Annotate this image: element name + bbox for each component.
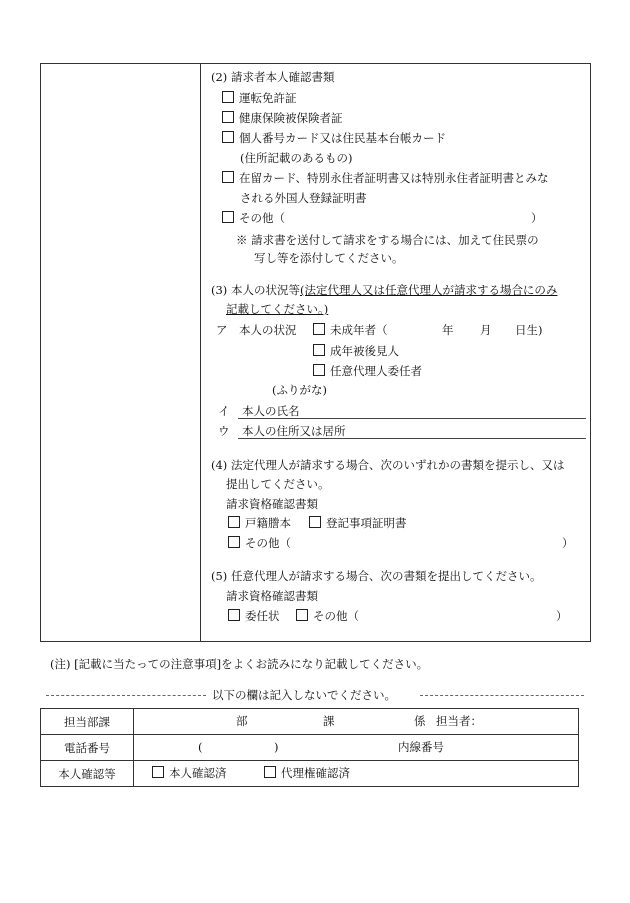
checkbox-icon[interactable] [228,536,240,548]
checkbox-icon[interactable] [152,766,164,778]
dept-tanto: 担当者： [436,714,482,728]
sec2-opt3-note: (住所記載のあるもの) [240,151,353,165]
table-row [41,709,579,735]
sec4-opt3-close: ） [562,536,574,550]
label: 在留カード、特別永住者証明書又は特別永住者証明書とみな [239,171,549,185]
checkbox-icon[interactable] [313,364,325,376]
sec3-year: 年 [442,323,454,337]
sec2-note-line2: 写し等を添付してください。 [254,251,404,265]
verify-opt1[interactable] [152,766,227,780]
phone-close: ) [274,740,279,754]
label: 個人番号カード又は住民基本台帳カード [239,131,446,145]
separator-dash-right [420,695,584,696]
separator-dash-left [46,695,206,696]
dept-cell[interactable] [134,709,579,735]
label: 登記事項証明書 [326,516,407,530]
sec3-status-label: ア 本人の状況 [216,323,297,337]
checkbox-icon[interactable] [222,211,234,223]
sec3-month: 月 [480,323,492,337]
sec2-opt2[interactable] [222,111,343,125]
table-row [41,735,579,761]
sec3-addr-prefix: ウ [218,424,230,438]
dept-bu: 部 [236,714,248,728]
sec3-name-prefix: イ [218,404,230,418]
label: 運転免許証 [239,91,297,105]
address-underline[interactable] [238,438,586,439]
sec3-principal[interactable] [313,364,422,378]
sec3-minor[interactable] [313,323,388,337]
dept-kakari: 係 [414,714,426,728]
sec4-opt1[interactable] [228,516,291,530]
checkbox-icon[interactable] [264,766,276,778]
office-use-table [40,708,579,787]
sec5-opt2-close: ） [556,609,568,623]
sec5-opt2[interactable] [296,609,359,623]
label: 任意代理人委任者 [330,364,422,378]
sec5-opt1[interactable] [228,609,280,623]
sec4-opt2[interactable] [309,516,407,530]
sec3-title [211,283,557,297]
checkbox-icon[interactable] [222,171,234,183]
sec2-opt4[interactable] [222,171,548,185]
sec3-furigana: (ふりがな) [272,383,327,397]
footer-note: (注) [記載に当たっての注意事項]をよくお読みになり記載してください。 [50,657,429,671]
label: 健康保険被保険者証 [239,111,343,125]
sec3-title-cont: 記載してください。) [226,302,329,316]
sec3-title-prefix: (3) 本人の状況等 [211,283,300,297]
checkbox-icon[interactable] [313,323,325,335]
row-label: 電話番号 [41,735,134,761]
sec5-line1: (5) 任意代理人が請求する場合、次の書類を提出してください。 [211,569,542,583]
checkbox-icon[interactable] [222,91,234,103]
checkbox-icon[interactable] [222,111,234,123]
label: 未成年者（ [330,323,388,337]
sec3-name-label: 本人の氏名 [242,404,300,418]
label: 戸籍謄本 [245,516,291,530]
label: その他（ [239,211,285,225]
label: その他（ [313,609,359,623]
sec4-sub: 請求資格確認書類 [226,497,318,511]
label: 成年被後見人 [330,344,399,358]
phone-cell[interactable] [134,735,579,761]
label: 本人確認済 [169,766,227,780]
dept-ka: 課 [323,714,335,728]
row-label: 担当部課 [41,709,134,735]
checkbox-icon[interactable] [313,344,325,356]
sec5-sub: 請求資格確認書類 [226,589,318,603]
verify-cell [134,761,579,787]
phone-ext: 内線番号 [398,740,444,754]
sec2-opt5-close: ） [531,211,543,225]
sec3-ward[interactable] [313,344,399,358]
label: その他（ [245,536,291,550]
sec2-opt1[interactable] [222,91,297,105]
checkbox-icon[interactable] [309,516,321,528]
sec2-opt4-cont: される外国人登録証明書 [240,191,367,205]
sec4-line2: 提出してください。 [226,477,330,491]
column-divider [200,63,201,641]
sec4-line1: (4) 法定代理人が請求する場合、次のいずれかの書類を提示し、又は [211,458,565,472]
sec2-opt3[interactable] [222,131,446,145]
checkbox-icon[interactable] [228,609,240,621]
checkbox-icon[interactable] [296,609,308,621]
sec4-opt3[interactable] [228,536,291,550]
table-row [41,761,579,787]
sec2-title: (2) 請求者本人確認書類 [211,70,335,84]
row-label: 本人確認等 [41,761,134,787]
checkbox-icon[interactable] [228,516,240,528]
separator-text: 以下の欄は記入しないでください。 [212,688,396,702]
label: 代理権確認済 [281,766,350,780]
phone-open: ( [198,740,203,754]
label: 委任状 [245,609,280,623]
sec2-note-line1: ※ 請求書を送付して請求をする場合には、加えて住民票の [236,233,539,247]
name-underline[interactable] [238,418,586,419]
sec3-title-underlined: (法定代理人又は任意代理人が請求する場合にのみ [299,283,558,297]
sec3-birth: 日生) [515,323,543,337]
sec3-addr-label: 本人の住所又は居所 [242,424,346,438]
sec2-opt5[interactable] [222,211,285,225]
verify-opt2[interactable] [264,766,350,780]
checkbox-icon[interactable] [222,131,234,143]
